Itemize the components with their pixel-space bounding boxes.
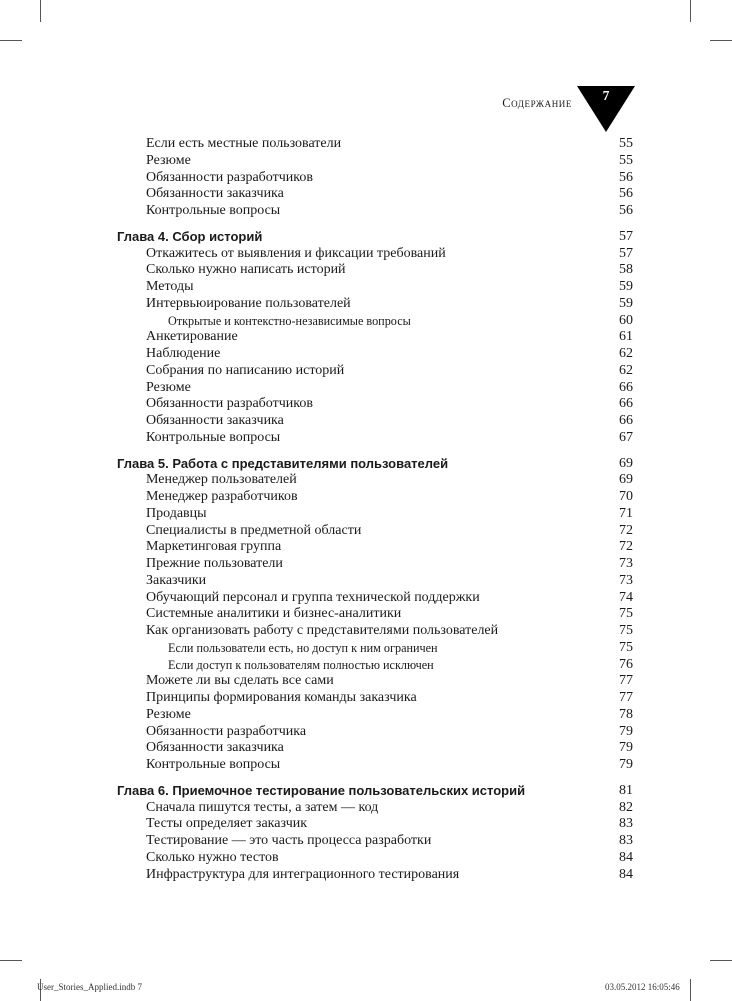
page-number: 7	[602, 88, 610, 103]
toc-entry-page: 83	[619, 833, 633, 848]
crop-mark	[710, 960, 732, 961]
toc-entry-title: Заказчики	[146, 572, 207, 588]
toc-entry-page: 57	[619, 228, 633, 244]
toc-entry[interactable]	[117, 673, 635, 690]
toc-entry[interactable]	[117, 396, 635, 413]
toc-entry-page: 69	[619, 455, 633, 471]
toc-entry-page: 56	[619, 169, 633, 185]
footer-filename: User_Stories_Applied.indb 7	[37, 982, 142, 992]
toc-entry[interactable]	[117, 363, 635, 380]
toc-entry-title: Интервьюирование пользователей	[146, 295, 351, 311]
toc-entry[interactable]	[117, 523, 635, 540]
toc-entry[interactable]	[117, 246, 635, 263]
toc-entry-title: Резюме	[146, 152, 191, 168]
toc-entry-title: Специалисты в предметной области	[146, 522, 362, 538]
toc-entry[interactable]	[117, 313, 635, 330]
toc-entry-title: Наблюдение	[146, 346, 221, 361]
toc-entry-page: 56	[619, 203, 633, 218]
toc-entry-title: Обучающий персонал и группа технической поддержки	[146, 589, 480, 605]
toc-entry-title: Резюме	[146, 706, 191, 722]
toc-entry[interactable]	[117, 657, 635, 674]
toc-entry-title: Обязанности заказчика	[146, 413, 284, 428]
toc-entry-title: Сколько нужно написать историй	[146, 262, 346, 278]
toc-entry[interactable]	[117, 329, 635, 346]
toc-chapter-entry[interactable]	[117, 229, 635, 246]
toc-entry-title: Собрания по написанию историй	[146, 362, 345, 378]
toc-entry-title: Глава 5. Работа с представителями пользователей	[117, 455, 449, 471]
toc-entry-page: 66	[619, 413, 633, 428]
toc-entry-page: 81	[619, 782, 633, 798]
toc-entry-title: Контрольные вопросы	[146, 757, 281, 772]
toc-chapter-entry[interactable]	[117, 783, 635, 800]
toc-entry-title: Менеджер разработчиков	[146, 489, 298, 504]
toc-entry[interactable]	[117, 539, 635, 556]
toc-entry[interactable]	[117, 186, 635, 203]
toc-entry[interactable]	[117, 296, 635, 313]
toc-entry-title: Если доступ к пользователям полностью исключен	[168, 657, 434, 672]
toc-entry[interactable]	[117, 816, 635, 833]
toc-entry-page: 84	[619, 849, 633, 865]
toc-entry[interactable]	[117, 170, 635, 187]
toc-entry-title: Обязанности разработчика	[146, 723, 307, 739]
toc-entry-title: Сколько нужно тестов	[146, 849, 279, 865]
toc-entry-page: 75	[619, 623, 633, 638]
toc-entry[interactable]	[117, 506, 635, 523]
toc-entry-page: 62	[619, 362, 633, 378]
toc-entry[interactable]	[117, 573, 635, 590]
table-of-contents	[117, 136, 635, 883]
toc-entry-page: 59	[619, 279, 633, 294]
toc-entry-title: Контрольные вопросы	[146, 429, 281, 445]
toc-entry[interactable]	[117, 136, 635, 153]
toc-entry-title: Анкетирование	[146, 329, 238, 345]
toc-entry-title: Инфраструктура для интеграционного тестирования	[146, 866, 460, 882]
crop-mark	[0, 40, 22, 41]
toc-entry-title: Откажитесь от выявления и фиксации требований	[146, 245, 446, 261]
toc-entry-title: Глава 4. Сбор историй	[117, 228, 263, 244]
toc-entry[interactable]	[117, 640, 635, 657]
toc-entry-title: Если пользователи есть, но доступ к ним ограничен	[168, 640, 438, 655]
toc-entry[interactable]	[117, 623, 635, 640]
toc-entry-page: 67	[619, 429, 633, 445]
toc-entry-title: Обязанности разработчиков	[146, 396, 313, 412]
toc-entry-page: 75	[619, 639, 633, 655]
crop-mark	[690, 979, 691, 1001]
toc-entry-title: Маркетинговая группа	[146, 539, 282, 555]
toc-entry[interactable]	[117, 556, 635, 573]
toc-entry-page: 58	[619, 262, 633, 278]
toc-entry[interactable]	[117, 707, 635, 724]
toc-entry[interactable]	[117, 413, 635, 430]
toc-entry-title: Методы	[146, 279, 194, 294]
toc-entry-title: Глава 6. Приемочное тестирование пользовательских историй	[117, 782, 526, 798]
toc-entry-page: 55	[619, 152, 633, 168]
crop-mark	[690, 0, 691, 22]
toc-entry-page: 77	[619, 690, 633, 705]
toc-entry[interactable]	[117, 850, 635, 867]
toc-entry-page: 79	[619, 740, 633, 756]
toc-entry-title: Если есть местные пользователи	[146, 136, 342, 151]
crop-mark	[40, 0, 41, 22]
toc-entry[interactable]	[117, 262, 635, 279]
toc-entry[interactable]	[117, 380, 635, 397]
toc-entry-page: 56	[619, 186, 633, 202]
toc-entry-title: Обязанности заказчика	[146, 186, 284, 202]
toc-entry-page: 75	[619, 606, 633, 622]
toc-entry-page: 71	[619, 505, 633, 521]
chapter-gap	[117, 774, 635, 783]
toc-entry-title: Продавцы	[146, 505, 207, 521]
toc-entry[interactable]	[117, 606, 635, 623]
toc-entry-title: Принципы формирования команды заказчика	[146, 690, 417, 705]
toc-entry[interactable]	[117, 833, 635, 850]
toc-entry-page: 82	[619, 799, 633, 815]
toc-entry[interactable]	[117, 346, 635, 363]
toc-entry[interactable]	[117, 279, 635, 296]
toc-entry[interactable]	[117, 724, 635, 741]
toc-entry-page: 66	[619, 396, 633, 412]
toc-entry[interactable]	[117, 740, 635, 757]
toc-entry-title: Контрольные вопросы	[146, 203, 281, 218]
footer-timestamp: 03.05.2012 16:05:46	[605, 982, 680, 992]
running-header-title: Содержание	[502, 96, 572, 110]
toc-entry-page: 59	[619, 295, 633, 311]
toc-entry[interactable]	[117, 867, 635, 884]
toc-entry-page: 77	[619, 673, 633, 689]
toc-entry-title: Менеджер пользователей	[146, 472, 297, 488]
toc-entry-page: 55	[619, 136, 633, 151]
toc-entry-title: Тестирование — это часть процесса разработки	[146, 833, 432, 848]
toc-entry-page: 73	[619, 556, 633, 571]
toc-entry-title: Резюме	[146, 379, 191, 395]
toc-entry-title: Обязанности разработчиков	[146, 169, 313, 185]
toc-entry[interactable]	[117, 690, 635, 707]
chapter-gap	[117, 220, 635, 229]
toc-entry-page: 74	[619, 589, 633, 605]
toc-entry-title: Как организовать работу с представителями пользователей	[146, 623, 499, 638]
toc-entry-page: 62	[619, 346, 633, 361]
toc-entry-title: Сначала пишутся тесты, а затем — код	[146, 799, 379, 815]
crop-mark	[0, 960, 22, 961]
toc-entry-page: 72	[619, 539, 633, 555]
toc-entry[interactable]	[117, 472, 635, 489]
toc-entry[interactable]	[117, 757, 635, 774]
toc-entry[interactable]	[117, 430, 635, 447]
toc-entry[interactable]	[117, 800, 635, 817]
toc-entry-page: 61	[619, 329, 633, 345]
toc-entry-page: 73	[619, 572, 633, 588]
toc-chapter-entry[interactable]	[117, 456, 635, 473]
toc-entry-page: 60	[619, 312, 633, 328]
toc-entry-page: 72	[619, 522, 633, 538]
toc-entry[interactable]	[117, 489, 635, 506]
crop-mark	[710, 40, 732, 41]
chapter-gap	[117, 447, 635, 456]
toc-entry-page: 57	[619, 245, 633, 261]
toc-entry[interactable]	[117, 153, 635, 170]
toc-entry-title: Системные аналитики и бизнес-аналитики	[146, 606, 402, 622]
toc-entry-page: 70	[619, 489, 633, 504]
toc-entry-title: Можете ли вы сделать все сами	[146, 673, 334, 689]
toc-entry-page: 84	[619, 866, 633, 882]
toc-entry-title: Обязанности заказчика	[146, 740, 284, 756]
toc-entry[interactable]	[117, 590, 635, 607]
toc-entry-title: Открытые и контекстно-независимые вопросы	[168, 313, 411, 328]
toc-entry-page: 79	[619, 757, 633, 772]
toc-entry-title: Тесты определяет заказчик	[146, 816, 308, 832]
toc-entry-title: Прежние пользователи	[146, 556, 283, 571]
toc-entry-page: 83	[619, 816, 633, 832]
toc-entry-page: 79	[619, 723, 633, 739]
toc-entry-page: 78	[619, 706, 633, 722]
toc-entry-page: 76	[619, 656, 633, 672]
toc-entry-page: 69	[619, 472, 633, 488]
toc-entry[interactable]	[117, 203, 635, 220]
toc-entry-page: 66	[619, 379, 633, 395]
